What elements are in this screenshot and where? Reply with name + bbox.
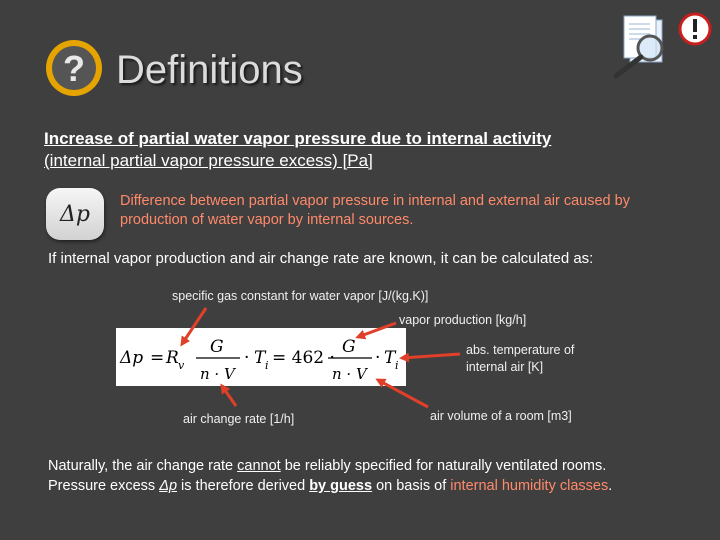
- annotation-air-volume: air volume of a room [m3]: [430, 409, 572, 423]
- help-icon[interactable]: [44, 38, 104, 98]
- footer-text-part: .: [608, 478, 613, 494]
- footer-emphasis-guess: by guess: [309, 478, 373, 494]
- formula: [116, 328, 406, 386]
- arrow-air-change: [222, 386, 236, 406]
- formula-dot1: ·: [244, 348, 250, 368]
- formula-T2-sub: i: [395, 359, 399, 372]
- annotation-abs-temperature: [466, 342, 574, 376]
- formula-den1: n · V: [200, 365, 235, 383]
- annotation-air-change-rate: air change rate [1/h]: [183, 412, 295, 426]
- symbol-badge: [46, 188, 104, 240]
- page-title: Definitions: [116, 48, 303, 92]
- formula-R: R: [166, 348, 179, 368]
- document-search-icon[interactable]: [608, 14, 678, 80]
- annotation-vapor-production: vapor production [kg/h]: [399, 313, 527, 327]
- formula-eq1: =: [150, 348, 165, 368]
- heading-sub: (internal partial vapor pressure excess) [Pa]: [44, 151, 373, 170]
- footer-line-2: [48, 476, 708, 496]
- formula-R-sub: v: [178, 359, 185, 372]
- footer-emphasis-cannot: cannot: [237, 458, 281, 474]
- formula-dot2: ·: [375, 348, 381, 368]
- symbol-text: Δp: [60, 201, 90, 227]
- formula-den2: n · V: [332, 365, 367, 383]
- definition-text: Difference between partial vapor pressure in internal and external air caused by production of water vapor by internal sources.: [120, 193, 630, 228]
- footer-text-part: on basis of: [372, 478, 451, 494]
- intro-text: If internal vapor production and air change rate are known, it can be calculated as:: [48, 250, 594, 267]
- formula-T1: T: [254, 348, 266, 368]
- annotation-gas-constant: specific gas constant for water vapor [J/(kg.K)]: [172, 289, 429, 303]
- formula-T1-sub: i: [265, 359, 269, 372]
- section-heading: [44, 128, 684, 172]
- footer-text-part: Pressure excess: [48, 478, 160, 494]
- footer-text: [48, 456, 708, 496]
- heading-main: Increase of partial water vapor pressure due to internal activity: [44, 129, 552, 148]
- footer-text-part: Naturally, the air change rate: [48, 458, 238, 474]
- footer-text-part: is therefore derived: [177, 478, 310, 494]
- formula-lhs: Δp: [120, 348, 144, 368]
- footer-link-humidity-classes[interactable]: internal humidity classes: [450, 478, 609, 494]
- annotation-abs-temperature-line1: abs. temperature of: [466, 343, 575, 357]
- formula-eq2: = 462 ·: [272, 348, 335, 368]
- formula-G2: G: [342, 337, 356, 357]
- annotation-abs-temperature-line2: internal air [K]: [466, 360, 544, 374]
- footer-text-part: be reliably specified for naturally ventilated rooms.: [280, 458, 607, 474]
- formula-T2: T: [384, 348, 396, 368]
- footer-symbol: Δp: [159, 478, 178, 494]
- alert-icon[interactable]: [678, 12, 712, 46]
- footer-line-1: [48, 456, 708, 476]
- arrow-abs-temperature: [402, 354, 460, 358]
- svg-text:?: ?: [63, 48, 85, 89]
- formula-G1: G: [210, 337, 224, 357]
